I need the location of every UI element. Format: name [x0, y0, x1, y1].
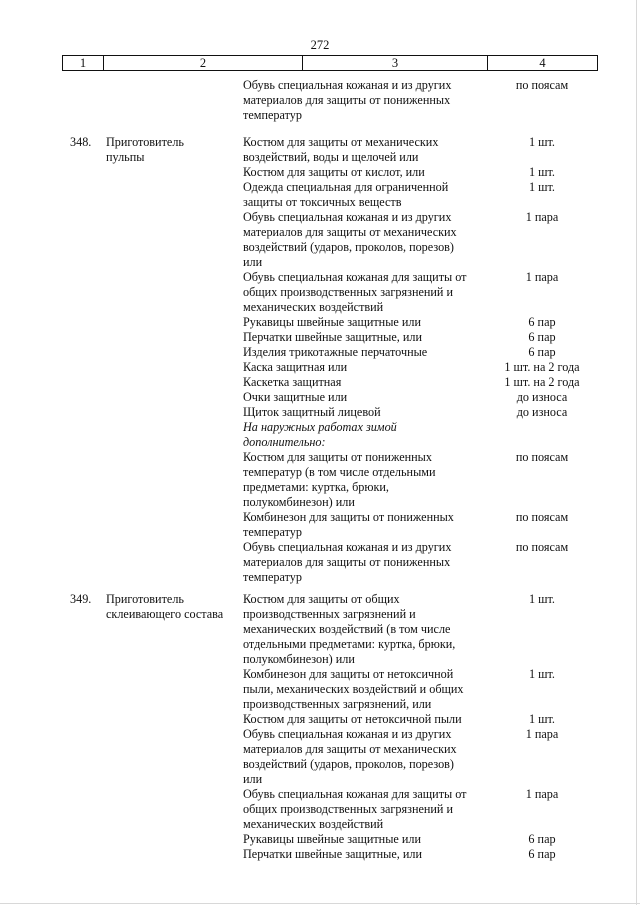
item-line: отдельными предметами: куртка, брюки,	[243, 637, 456, 651]
item-line: температур	[243, 570, 302, 584]
column-header-2: 2	[199, 56, 207, 70]
item-line: материалов для защиты от механических	[243, 742, 457, 756]
column-header-3: 3	[391, 56, 399, 70]
column-header-1: 1	[79, 56, 87, 70]
item-line: Обувь специальная кожаная для защиты от	[243, 270, 467, 284]
item-quantity: 6 пар	[528, 832, 556, 846]
item-line: материалов для защиты от пониженных	[243, 555, 451, 569]
item-line: Перчатки швейные защитные, или	[243, 847, 423, 861]
item-line: материалов для защиты от пониженных	[243, 93, 451, 107]
item-line: пыли, механических воздействий и общих	[243, 682, 464, 696]
item-quantity: 1 шт.	[529, 165, 555, 179]
item-line: Костюм для защиты от механических	[243, 135, 439, 149]
item-quantity: 1 пара	[525, 270, 559, 284]
item-line: температур	[243, 108, 302, 122]
item-line: На наружных работах зимой	[243, 420, 397, 434]
page-edge	[636, 0, 637, 905]
item-line: Рукавицы швейные защитные или	[243, 832, 421, 846]
item-quantity: 6 пар	[528, 847, 556, 861]
item-line: Перчатки швейные защитные, или	[243, 330, 423, 344]
item-line: механических воздействий (в том числе	[243, 622, 451, 636]
item-quantity: 1 шт.	[529, 180, 555, 194]
item-line: или	[243, 255, 263, 269]
item-line: Костюм для защиты от кислот, или	[243, 165, 425, 179]
item-line: Костюм для защиты от пониженных	[243, 450, 432, 464]
item-line: Обувь специальная кожаная для защиты от	[243, 787, 467, 801]
item-line: воздействий (ударов, проколов, порезов)	[243, 757, 454, 771]
entry-number: 349.	[70, 592, 92, 606]
item-quantity: по поясам	[515, 78, 569, 92]
item-quantity: 1 шт.	[529, 667, 555, 681]
item-quantity: 6 пар	[528, 315, 556, 329]
item-line: Комбинезон для защиты от пониженных	[243, 510, 454, 524]
item-quantity: до износа	[516, 405, 568, 419]
item-line: защиты от токсичных веществ	[243, 195, 402, 209]
entry-number: 348.	[70, 135, 92, 149]
item-line: производственных загрязнений, или	[243, 697, 432, 711]
item-line: воздействий, воды и щелочей или	[243, 150, 419, 164]
item-line: Щиток защитный лицевой	[243, 405, 381, 419]
page-edge	[0, 903, 640, 904]
item-quantity: 1 шт. на 2 года	[504, 375, 580, 389]
item-quantity: 1 пара	[525, 727, 559, 741]
column-header-row	[62, 55, 598, 71]
item-quantity: 6 пар	[528, 330, 556, 344]
item-line: Костюм для защиты от нетоксичной пыли	[243, 712, 462, 726]
item-quantity: 1 шт. на 2 года	[504, 360, 580, 374]
entry-title: пульпы	[106, 150, 145, 164]
item-line: Обувь специальная кожаная и из других	[243, 540, 452, 554]
item-line: Костюм для защиты от общих	[243, 592, 400, 606]
item-line: общих производственных загрязнений и	[243, 802, 454, 816]
item-line: Изделия трикотажные перчаточные	[243, 345, 428, 359]
item-line: Каскетка защитная	[243, 375, 342, 389]
item-quantity: по поясам	[515, 450, 569, 464]
item-line: Рукавицы швейные защитные или	[243, 315, 421, 329]
column-header-4: 4	[539, 56, 546, 70]
page-number: 272	[310, 38, 330, 52]
item-line: Одежда специальная для ограниченной	[243, 180, 449, 194]
item-line: Обувь специальная кожаная и из других	[243, 78, 452, 92]
item-line: полукомбинезон) или	[243, 652, 355, 666]
item-line: Комбинезон для защиты от нетоксичной	[243, 667, 454, 681]
item-quantity: 1 шт.	[529, 135, 555, 149]
entry-title: Приготовитель	[106, 135, 184, 149]
item-line: Каска защитная или	[243, 360, 348, 374]
item-line: воздействий (ударов, проколов, порезов)	[243, 240, 454, 254]
item-line: механических воздействий	[243, 300, 384, 314]
item-quantity: 1 пара	[525, 787, 559, 801]
item-line: предметами: куртка, брюки,	[243, 480, 389, 494]
item-quantity: 1 шт.	[529, 712, 555, 726]
item-line: дополнительно:	[243, 435, 326, 449]
entry-title: склеивающего состава	[106, 607, 224, 621]
item-line: производственных загрязнений и	[243, 607, 416, 621]
item-line: механических воздействий	[243, 817, 384, 831]
item-line: Очки защитные или	[243, 390, 348, 404]
item-line: температур (в том числе отдельными	[243, 465, 436, 479]
item-quantity: 1 шт.	[529, 592, 555, 606]
entry-title: Приготовитель	[106, 592, 184, 606]
item-line: температур	[243, 525, 302, 539]
item-quantity: до износа	[516, 390, 568, 404]
item-line: или	[243, 772, 263, 786]
item-quantity: по поясам	[515, 540, 569, 554]
item-line: полукомбинезон) или	[243, 495, 355, 509]
item-quantity: 6 пар	[528, 345, 556, 359]
item-line: Обувь специальная кожаная и из других	[243, 727, 452, 741]
item-line: материалов для защиты от механических	[243, 225, 457, 239]
item-line: общих производственных загрязнений и	[243, 285, 454, 299]
item-line: Обувь специальная кожаная и из других	[243, 210, 452, 224]
item-quantity: 1 пара	[525, 210, 559, 224]
item-quantity: по поясам	[515, 510, 569, 524]
